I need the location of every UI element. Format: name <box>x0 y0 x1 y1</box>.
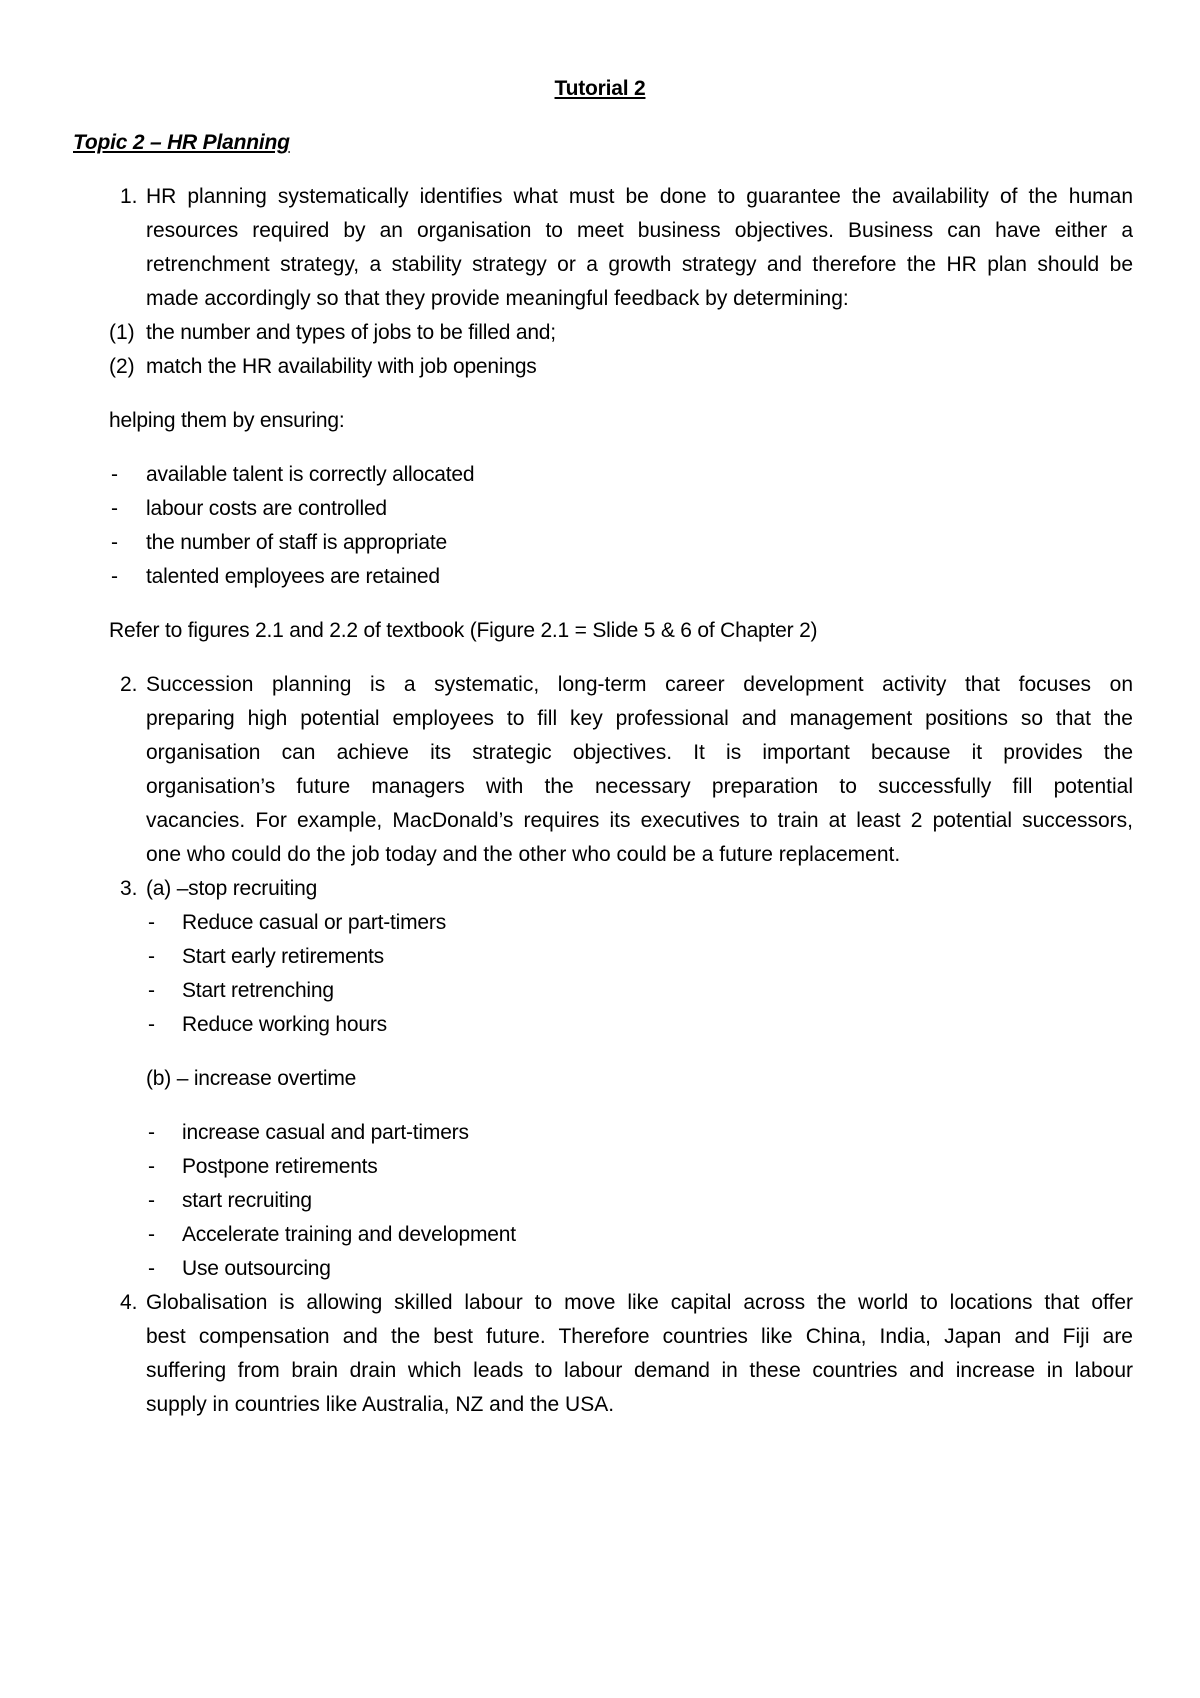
q4-line-1: Globalisation is allowing skilled labour to move like capital across the world to locations that offer <box>146 1291 1133 1314</box>
q4-line-4: supply in countries like Australia, NZ and the USA. <box>146 1393 615 1416</box>
q1-line-2: resources required by an organisation to meet business objectives. Business can have either a <box>146 219 1133 242</box>
q3-a-item-3: Start retrenching <box>182 979 334 1002</box>
q4-line-3: suffering from brain drain which leads to labour demand in these countries and increase in labour <box>146 1359 1133 1382</box>
q1-line-4: made accordingly so that they provide meaningful feedback by determining: <box>146 287 849 310</box>
q1-sub-item-1: the number and types of jobs to be filled and; <box>146 321 556 344</box>
q3-a-item-2: Start early retirements <box>182 945 384 968</box>
bullet-dash: - <box>148 1155 155 1178</box>
q3-a-item-1: Reduce casual or part-timers <box>182 911 447 934</box>
bullet-dash: - <box>148 1013 155 1036</box>
q2-line-4: organisation’s future managers with the necessary preparation to successfully fill potential <box>146 775 1133 798</box>
bullet-dash: - <box>111 531 118 554</box>
bullet-dash: - <box>148 1223 155 1246</box>
q4-line-2: best compensation and the best future. Therefore countries like China, India, Japan and Fiji are <box>146 1325 1133 1348</box>
q1-sub-item-2: match the HR availability with job openings <box>146 355 537 378</box>
document-title: Tutorial 2 <box>554 77 646 100</box>
bullet-dash: - <box>111 497 118 520</box>
q3-a-heading: (a) –stop recruiting <box>146 877 318 900</box>
item-number-4: 4. <box>120 1291 138 1314</box>
item-number-1: 1. <box>120 185 138 208</box>
item-number-3: 3. <box>120 877 138 900</box>
q1-bullet-4: talented employees are retained <box>146 565 440 588</box>
q1-line-3: retrenchment strategy, a stability strategy or a growth strategy and therefore the HR plan should be <box>146 253 1133 276</box>
q2-line-1: Succession planning is a systematic, long-term career development activity that focuses on <box>146 673 1133 696</box>
q3-b-item-5: Use outsourcing <box>182 1257 331 1280</box>
bullet-dash: - <box>148 1257 155 1280</box>
bullet-dash: - <box>111 463 118 486</box>
q3-b-item-2: Postpone retirements <box>182 1155 378 1178</box>
bullet-dash: - <box>111 565 118 588</box>
bullet-dash: - <box>148 1189 155 1212</box>
topic-heading: Topic 2 – HR Planning <box>73 131 290 154</box>
sub-marker-2: (2) <box>109 355 135 378</box>
q3-b-item-4: Accelerate training and development <box>182 1223 516 1246</box>
q3-a-item-4: Reduce working hours <box>182 1013 387 1036</box>
sub-marker-1: (1) <box>109 321 135 344</box>
q3-b-heading: (b) – increase overtime <box>146 1067 357 1090</box>
bullet-dash: - <box>148 1121 155 1144</box>
q1-bullet-1: available talent is correctly allocated <box>146 463 475 486</box>
bullet-dash: - <box>148 911 155 934</box>
q2-line-2: preparing high potential employees to fill key professional and management positions so that the <box>146 707 1133 730</box>
q1-line-1: HR planning systematically identifies what must be done to guarantee the availability of the human <box>146 185 1133 208</box>
q2-line-5: vacancies. For example, MacDonald’s requires its executives to train at least 2 potential successors, <box>146 809 1133 832</box>
q1-bullet-3: the number of staff is appropriate <box>146 531 447 554</box>
bullet-dash: - <box>148 945 155 968</box>
q3-b-item-1: increase casual and part-timers <box>182 1121 469 1144</box>
q1-bullet-2: labour costs are controlled <box>146 497 387 520</box>
helping-text: helping them by ensuring: <box>109 409 345 432</box>
refer-text: Refer to figures 2.1 and 2.2 of textbook (Figure 2.1 = Slide 5 & 6 of Chapter 2) <box>109 619 818 642</box>
q3-b-item-3: start recruiting <box>182 1189 312 1212</box>
item-number-2: 2. <box>120 673 138 696</box>
bullet-dash: - <box>148 979 155 1002</box>
q2-line-3: organisation can achieve its strategic objectives. It is important because it provides the <box>146 741 1133 764</box>
q2-line-6: one who could do the job today and the other who could be a future replacement. <box>146 843 901 866</box>
